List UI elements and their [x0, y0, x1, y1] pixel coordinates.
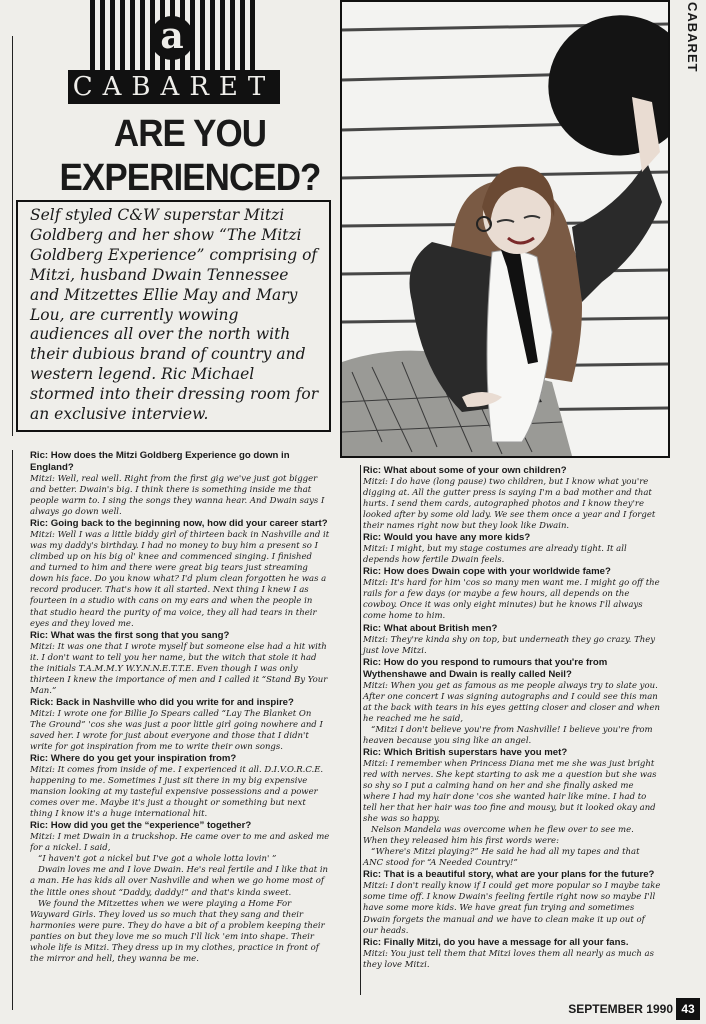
headline: [43, 112, 337, 200]
intro-box: [16, 200, 331, 432]
page-number: 43: [676, 998, 700, 1020]
answer: Mitzi: They're kinda shy on top, but underneath they go crazy. They just love Mitzi.: [363, 634, 656, 656]
answer: Mitzi: I don't really know if I could get more popular so I maybe take some time off. I know Dwain's feeling fertile right now so maybe I'll have some more kids. We have great fun trying and sometimes Dwain forgets the manual and we have to clean make it up out of our heads.: [363, 881, 661, 936]
question: Rick: Back in Nashville who did you write for and inspire?: [30, 696, 294, 708]
intro-text: Self styled C&W superstar Mitzi Goldberg and her show “The Mitzi Goldberg Experience” comprising of Mitzi, husband Dwain Tennessee and Mitzettes Ellie May and Mary Lou, are currently wowing audiences all over the north with their dubious brand of country and western legend. Ric Michael stormed into their dressing room for an exclusive interview.: [30, 206, 319, 424]
column-rule: [12, 450, 13, 1010]
answer: Mitzi: Well, real well. Right from the first gig we've just got bigger and better. Dwain's big. I think there is something inside me that people warm to. I sing the songs they wanna hear. And Dwain says I always go down well.: [30, 474, 325, 518]
question: Ric: Which British superstars have you met?: [363, 746, 568, 758]
answer: Mitzi: Well I was a little biddy girl of thirteen back in Nashville and it was my daddy's birthday. I had no money to buy him a present so I climbed up on his big ol' knee and commenced singing. I finished and turned to him and there were great big tears just streaming down his face. Do you know what? I'd plum clean forgotten he was a record producer. That's how it all started. Next thing I knew I as fourteen in a studio with cans on my ears and when the people in that studio heard the purity of ma voice, they all had tears in their eyes and they loved me.: [30, 530, 330, 629]
article-column-1: [30, 450, 330, 998]
answer: Mitzi: You just tell them that Mitzi loves them all nearly as much as they love Mitzi.: [363, 948, 654, 970]
answer: “I haven't got a nickel but I've got a whole lotta lovin' ”: [38, 854, 277, 865]
answer: Mitzi: I do have (long pause) two children, but I know what you're digging at. All the gutter press is saying I'm a bad mother and that hurts. I send them cards, autographed photos and I know they're looked after by some old lady. We see them once a year and I forget their names right now but they look like Dwain.: [363, 477, 656, 532]
answer: “Mitzi I don't believe you're from Nashville! I believe you're from heaven because you sing like an angel.: [363, 724, 653, 746]
photo: [340, 0, 670, 458]
section-label: CABARET: [68, 70, 280, 104]
question: Ric: How did you get the “experience” together?: [30, 820, 252, 832]
question: Ric: How does Dwain cope with your worldwide fame?: [363, 566, 611, 578]
answer: Mitzi: It's hard for him 'cos so many men want me. I might go off the rails for a few days (or maybe a few hours, all depends on the cowboy. Once it was only eight minutes) but he knows I'll always come home to him.: [363, 578, 660, 622]
side-section-label: CABARET: [685, 2, 700, 73]
answer: Mitzi: I wrote one for Billie Jo Spears called “Lay The Blanket On The Ground” 'cos she was just a poor little girl going nowhere and I saved her. I wrote for just about everyone and those that I didn't write for got inspiration from me to write their own songs.: [30, 708, 323, 752]
answer: Mitzi: I might, but my stage costumes are already tight. It all depends how fertile Dwain feels.: [363, 544, 627, 566]
answer: “Where's Mitzi playing?” He said he had all my tapes and that ANC stood for “A Needed Country!”: [363, 847, 640, 869]
question: Ric: What about British men?: [363, 622, 498, 634]
issue-date: SEPTEMBER 1990: [568, 1002, 673, 1016]
question: Ric: Going back to the beginning now, how did your career start?: [30, 518, 328, 530]
question: Ric: What about some of your own children?: [363, 465, 567, 476]
question: Ric: That is a beautiful story, what are your plans for the future?: [363, 869, 655, 881]
photo-illustration: [342, 2, 668, 456]
answer: Mitzi: I met Dwain in a truckshop. He came over to me and asked me for a nickel. I said,: [30, 832, 330, 854]
headline-line-1: ARE YOU: [113, 113, 267, 155]
answer: Mitzi: It was one that I wrote myself but someone else had a hit with it. I don't want to tell you her name, but the witch that stole it had the initials T.A.M.M.Y W.Y.N.N.E.T.T.E. Even though I was only thirteen I knew the importance of men and I called it “Stand By Your Man.”: [30, 641, 328, 696]
answer: Mitzi: When you get as famous as me people always try to slate you. After one concert I was signing autographs and I could see this man at the back with tears in his eyes getting closer and closer and when he reached me he said,: [363, 680, 661, 724]
answer: Dwain loves me and I love Dwain. He's real fertile and I like that in a man. He has kids all over Nashville and when we go home most of the little ones shout “Daddy, daddy!” and that's kinda sweet.: [30, 865, 329, 898]
answer: We found the Mitzettes when we were playing a Home For Wayward Girls. They loved us so much that they sang and their harmonies were pure. They do have a bit of a problem keeping their panties on but they love me so much I'll lick 'em into shape. Their whole life is Mitzi. They dress up in my clothes, practice in front of the mirror and hell, they wanna be me.: [30, 898, 325, 964]
section-logo: a: [150, 16, 194, 60]
answer: Nelson Mandela was overcome when he flew over to see me. When they released him his first words were:: [363, 825, 634, 847]
headline-line-2: EXPERIENCED?: [59, 157, 321, 199]
answer: Mitzi: I remember when Princess Diana met me she was just bright red with nerves. She kept starting to ask me a question but she was so shy so I put a calming hand on her and she finally asked me where I had my hair done 'cos she wanted hair like mine. I had to tell her that her hair was too fine and mousy, but it looked okay and she was so happy.: [363, 758, 657, 825]
answer: Mitzi: It comes from inside of me. I experienced it all. D.I.V.O.R.C.E. happening to me. Sometimes I just sit there in my big expensive mansion looking at my tasteful expensive possessions and a power comes over me. Maybe it's just a thought or something but next thing I know it's a huge international hit.: [30, 765, 324, 820]
question: Ric: How does the Mitzi Goldberg Experience go down in England?: [30, 450, 290, 473]
question: Ric: Would you have any more kids?: [363, 532, 531, 544]
article-column-2: [360, 465, 661, 995]
question: Ric: Where do you get your inspiration from?: [30, 753, 237, 765]
question: Ric: Finally Mitzi, do you have a message for all your fans.: [363, 936, 629, 948]
question: Ric: How do you respond to rumours that you're from Wythenshawe and Dwain is really called Neil?: [363, 656, 608, 680]
question: Ric: What was the first song that you sang?: [30, 629, 230, 641]
